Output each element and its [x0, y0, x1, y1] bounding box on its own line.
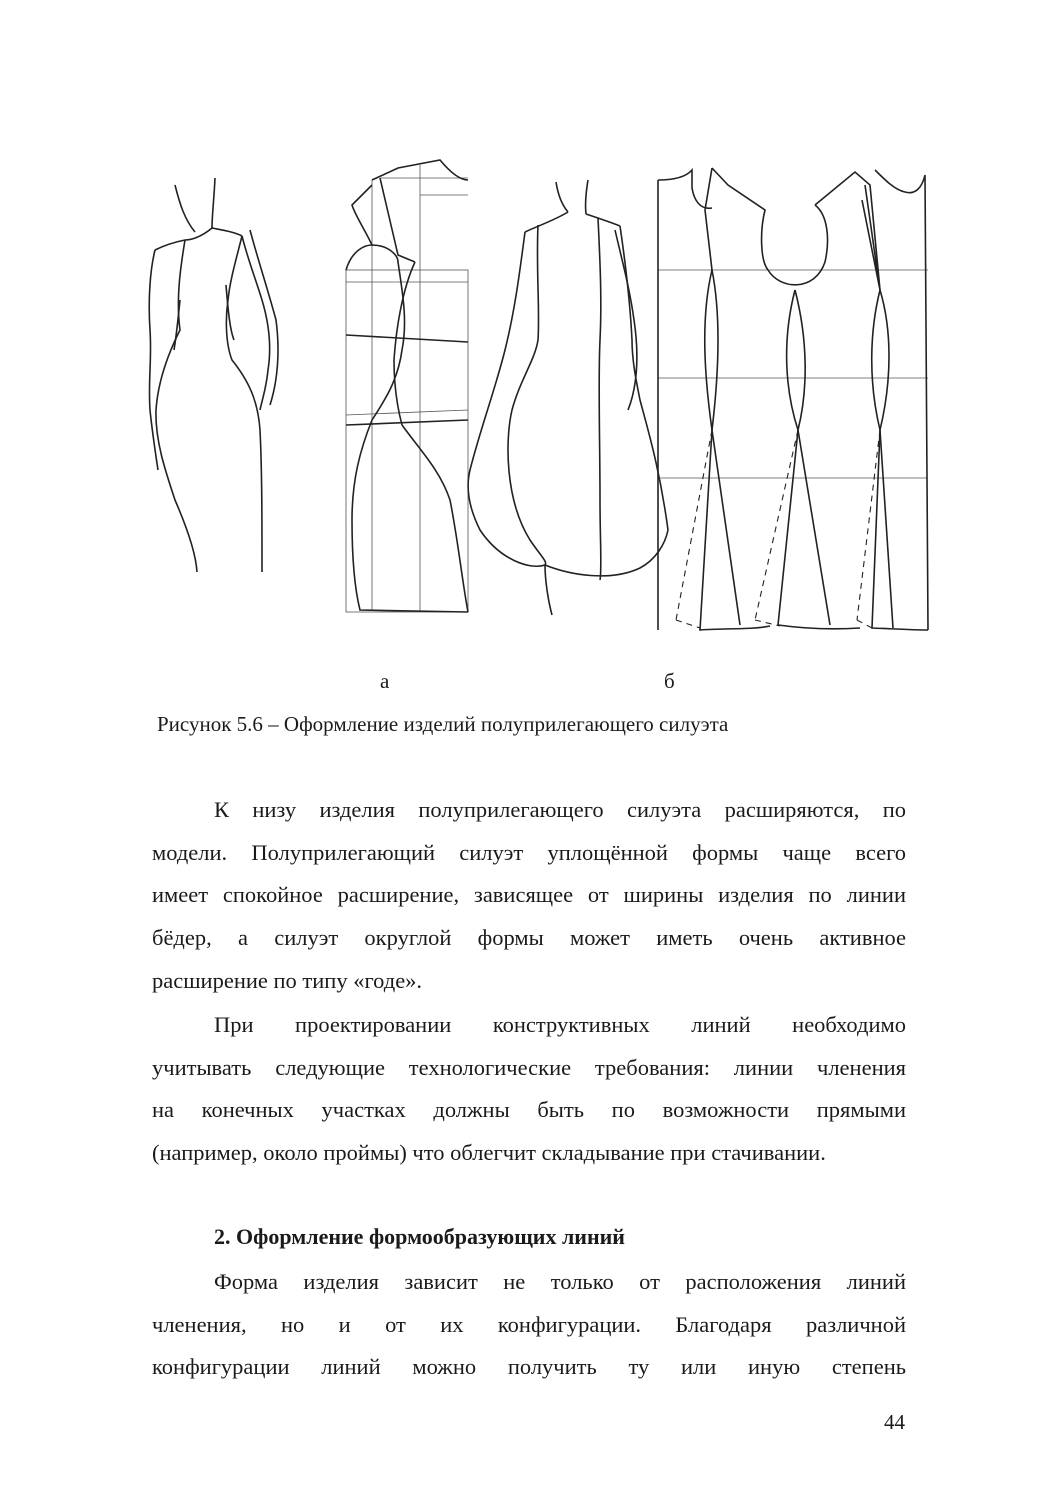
paragraph-3	[152, 1261, 906, 1389]
pattern-grid-a	[346, 160, 468, 612]
paragraph-line: бёдер, а силуэт округлой формы может иметь очень активное	[152, 925, 906, 951]
pattern-b	[658, 168, 928, 630]
figure-label-b: б	[664, 669, 675, 693]
paragraph-line: расширение по типу «годе».	[152, 967, 423, 993]
paragraph-1	[152, 789, 906, 1003]
paragraph-line: учитывать следующие технологические требования: линии членения	[152, 1054, 906, 1080]
figure-caption: Рисунок 5.6 – Оформление изделий полуприлегающего силуэта	[157, 712, 729, 736]
paragraph-line: Форма изделия зависит не только от расположения линий	[214, 1269, 906, 1294]
paragraph-line: При проектировании конструктивных линий необходимо	[214, 1012, 906, 1037]
paragraph-line: на конечных участках должны быть по возможности прямыми	[152, 1097, 906, 1123]
paragraph-line: имеет спокойное расширение, зависящее от ширины изделия по линии	[152, 882, 906, 908]
paragraph-line: (например, около проймы) что облегчит складывание при стачивании.	[152, 1140, 826, 1166]
paragraph-line: членения, но и от их конфигурации. Благодаря различной	[152, 1311, 906, 1337]
page-number: 44	[884, 1410, 905, 1434]
section-heading: 2. Оформление формообразующих линий	[214, 1224, 625, 1249]
paragraph-line: модели. Полуприлегающий силуэт уплощённой формы чаще всего	[152, 839, 906, 865]
figure-illustration	[0, 0, 1058, 660]
paragraph-line: конфигурации линий можно получить ту или иную степень	[152, 1354, 906, 1380]
paragraph-line: К низу изделия полуприлегающего силуэта расширяются, по	[214, 797, 906, 822]
dress-sketch-b	[468, 180, 668, 615]
figure-label-a: а	[380, 669, 390, 693]
paragraph-2	[152, 1004, 906, 1175]
dress-sketch-a	[149, 178, 278, 572]
